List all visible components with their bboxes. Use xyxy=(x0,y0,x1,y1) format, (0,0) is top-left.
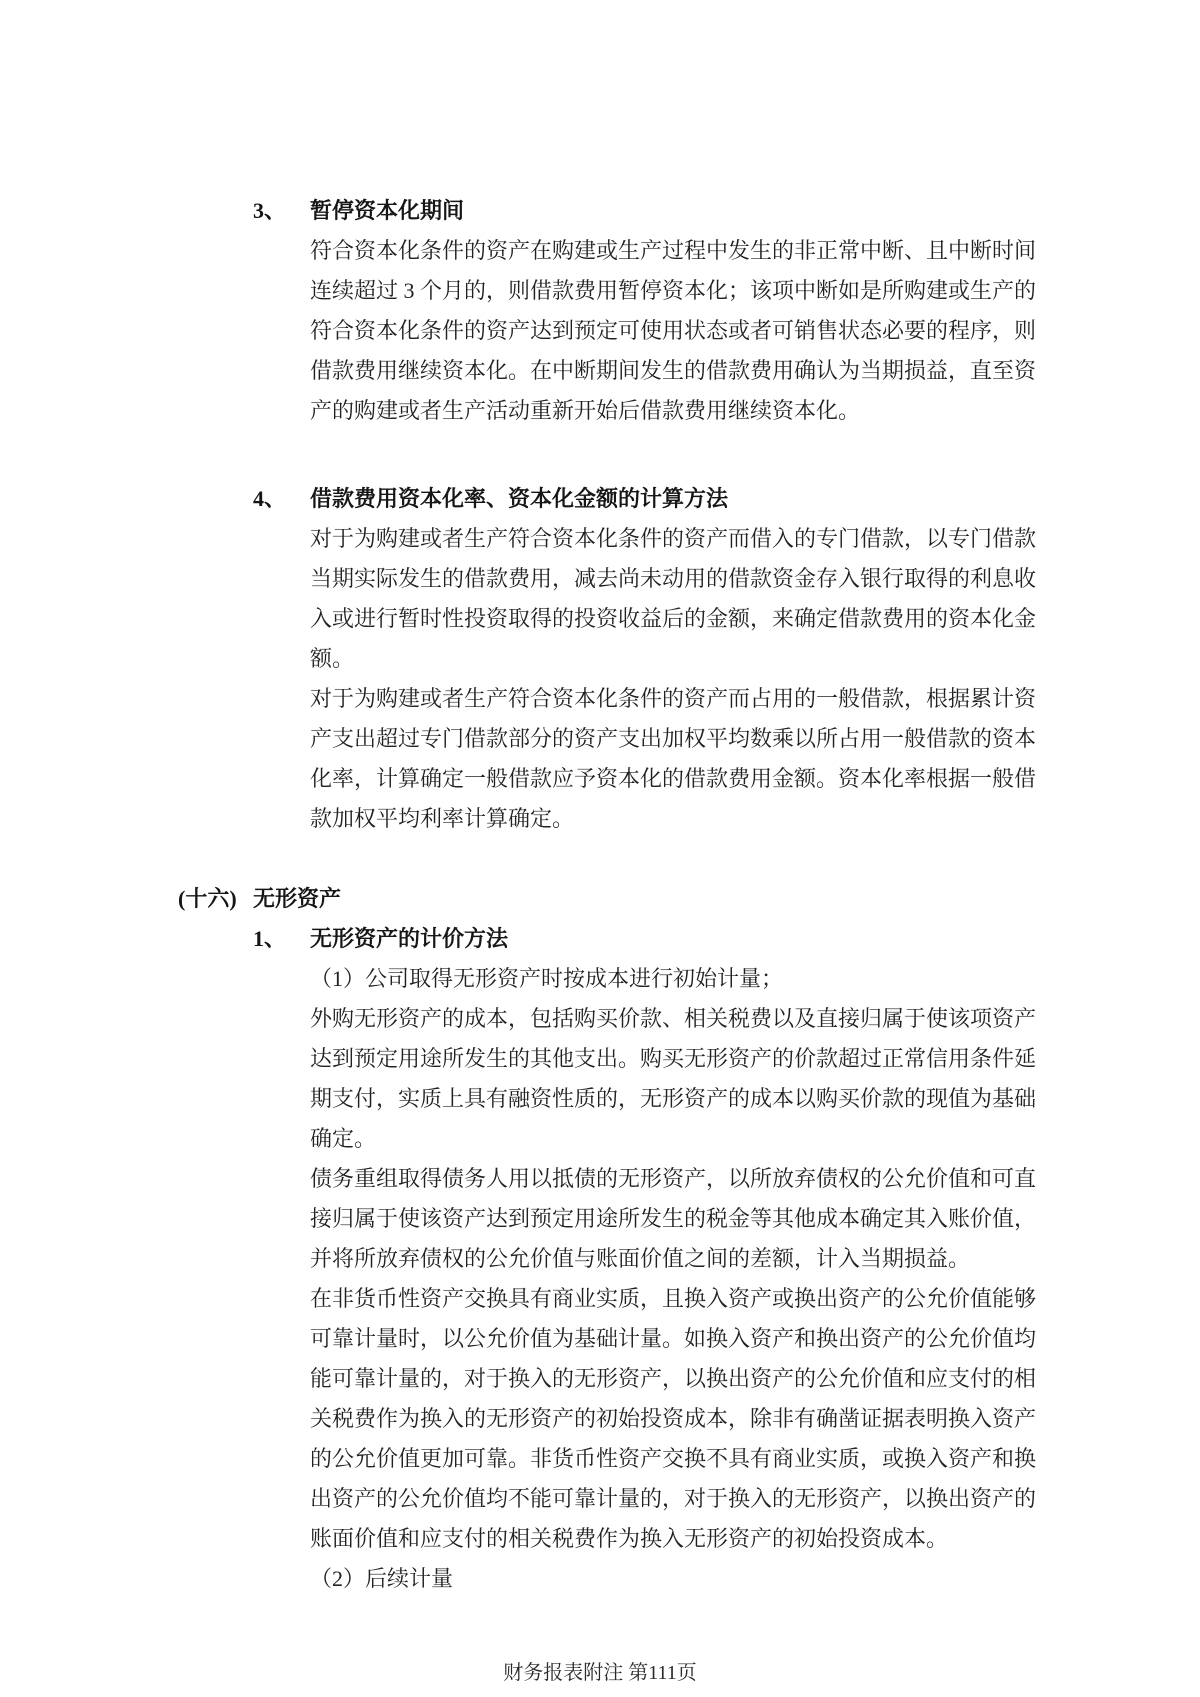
paragraph: （1）公司取得无形资产时按成本进行初始计量； xyxy=(310,966,784,991)
page-footer-text: 财务报表附注 第111页 xyxy=(503,1662,697,1684)
section-heading-row xyxy=(0,191,1200,231)
section-number: 3、 xyxy=(253,198,287,223)
section-title: 暂停资本化期间 xyxy=(310,198,465,223)
subsection-heading-row xyxy=(0,919,1200,959)
section-suspension-of-capitalization xyxy=(0,191,1200,431)
subsection-valuation-method xyxy=(0,919,1200,1599)
chapter-number: (十六) xyxy=(178,886,237,911)
paragraph: 对于为购建或者生产符合资本化条件的资产而借入的专门借款，以专门借款当期实际发生的借款费用，减去尚未动用的借款资金存入银行取得的利息收入或进行暂时性投资取得的投资收益后的金额，来确定借款费用的资本化金额。 xyxy=(310,526,1037,671)
paragraph: 债务重组取得债务人用以抵债的无形资产，以所放弃债权的公允价值和可直接归属于使该资产达到预定用途所发生的税金等其他成本确定其入账价值，并将所放弃债权的公允价值与账面价值之间的差额，计入当期损益。 xyxy=(310,1166,1037,1271)
chapter-intangible-assets xyxy=(0,879,1200,1599)
paragraph: 外购无形资产的成本，包括购买价款、相关税费以及直接归属于使该项资产达到预定用途所发生的其他支出。购买无形资产的价款超过正常信用条件延期支付，实质上具有融资性质的，无形资产的成本以购买价款的现值为基础确定。 xyxy=(310,1006,1037,1151)
paragraph: （2）后续计量 xyxy=(310,1566,454,1591)
chapter-heading-row xyxy=(0,879,1200,919)
section-heading-row xyxy=(0,479,1200,519)
section-title: 借款费用资本化率、资本化金额的计算方法 xyxy=(310,486,729,511)
chapter-title: 无形资产 xyxy=(253,886,342,911)
section-number: 4、 xyxy=(253,486,287,511)
paragraph: 在非货币性资产交换具有商业实质，且换入资产或换出资产的公允价值能够可靠计量时，以公允价值为基础计量。如换入资产和换出资产的公允价值均能可靠计量的，对于换入的无形资产，以换出资产的公允价值和应支付的相关税费作为换入的无形资产的初始投资成本，除非有确凿证据表明换入资产的公允价值更加可靠。非货币性资产交换不具有商业实质，或换入资产和换出资产的公允价值均不能可靠计量的，对于换入的无形资产，以换出资产的账面价值和应支付的相关税费作为换入无形资产的初始投资成本。 xyxy=(310,1286,1037,1551)
subsection-title: 无形资产的计价方法 xyxy=(310,926,509,951)
section-capitalization-rate-method xyxy=(0,479,1200,839)
page-footer xyxy=(0,1659,1200,1687)
paragraph: 对于为购建或者生产符合资本化条件的资产而占用的一般借款，根据累计资产支出超过专门借款部分的资产支出加权平均数乘以所占用一般借款的资本化率，计算确定一般借款应予资本化的借款费用金额。资本化率根据一般借款加权平均利率计算确定。 xyxy=(310,686,1037,831)
subsection-number: 1、 xyxy=(253,926,287,951)
paragraph: 符合资本化条件的资产在购建或生产过程中发生的非正常中断、且中断时间连续超过 3 个月的，则借款费用暂停资本化；该项中断如是所购建或生产的符合资本化条件的资产达到预定可使用状态或者可销售状态必要的程序，则借款费用继续资本化。在中断期间发生的借款费用确认为当期损益，直至资产的购建或者生产活动重新开始后借款费用继续资本化。 xyxy=(310,238,1037,423)
